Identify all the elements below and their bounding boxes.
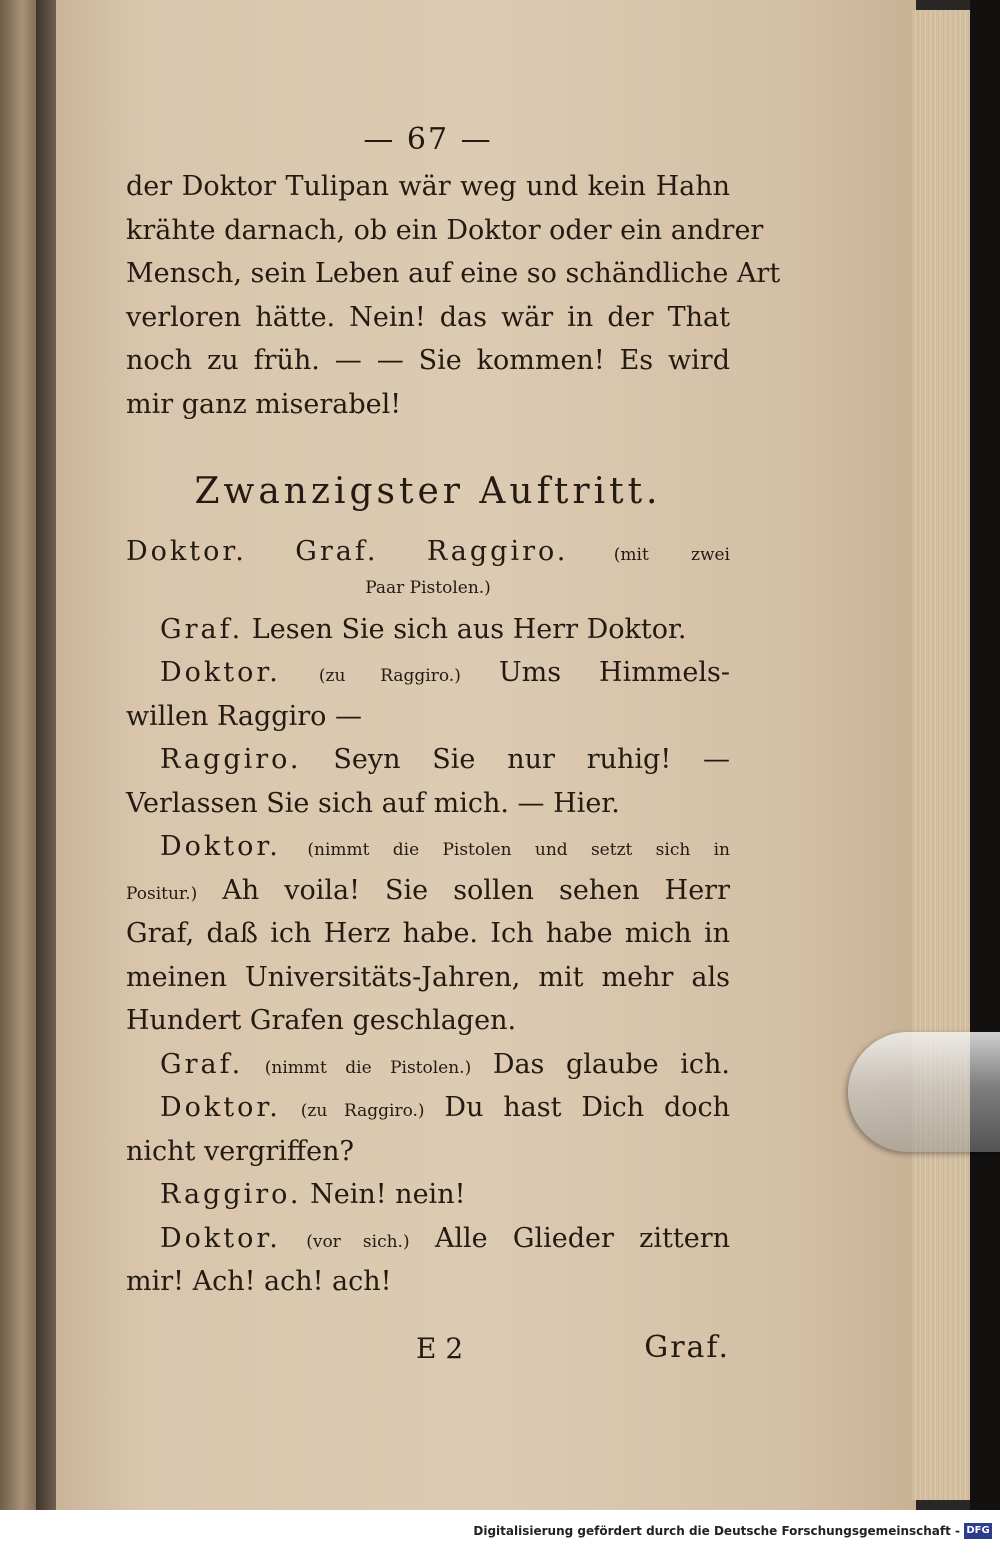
page-clip bbox=[848, 1032, 1000, 1152]
cast-list bbox=[126, 530, 730, 574]
speaker: Raggiro. bbox=[160, 744, 302, 775]
speaker: Doktor. bbox=[160, 657, 281, 688]
page-footer bbox=[126, 1318, 730, 1378]
dialogue-line: Graf, daß ich Herz habe. Ich habe mich in bbox=[126, 918, 730, 949]
dialogue-line bbox=[126, 1217, 730, 1261]
footer-bar bbox=[0, 1510, 1000, 1553]
speaker: Graf. bbox=[160, 1048, 244, 1080]
dialogue-line bbox=[126, 869, 730, 913]
text-line: verloren hätte. Nein! das wär in der That bbox=[126, 301, 730, 333]
stage-direction: (mit zwei bbox=[613, 545, 730, 565]
speaker: Raggiro. bbox=[160, 1179, 302, 1210]
text-line: der Doktor Tulipan wär weg und kein Hahn bbox=[126, 171, 730, 202]
page-edges bbox=[912, 10, 970, 1500]
text-line: krähte darnach, ob ein Doktor oder ein andrer bbox=[126, 214, 764, 246]
dialogue-line: nicht vergriffen? bbox=[126, 1135, 354, 1167]
text-line: mir ganz miserabel! bbox=[126, 388, 402, 420]
speech: Das glaube ich. bbox=[492, 1048, 730, 1080]
scene-heading: Zwanzigster Auftritt. bbox=[194, 471, 662, 512]
dialogue-line bbox=[126, 1173, 730, 1217]
dialogue-line bbox=[126, 651, 730, 695]
catchword: Graf. bbox=[644, 1329, 730, 1365]
dialogue-line: Hundert Grafen geschlagen. bbox=[126, 1005, 517, 1036]
page-text bbox=[126, 122, 781, 1378]
speaker: Doktor. bbox=[160, 1092, 281, 1123]
cast-names: Doktor. Graf. Raggiro. bbox=[126, 536, 569, 567]
dialogue-line: meinen Universitäts-Jahren, mit mehr als bbox=[126, 961, 730, 993]
stage-direction: (nimmt die Pistolen.) bbox=[264, 1057, 472, 1078]
speech: Nein! nein! bbox=[310, 1179, 466, 1210]
signature-mark: E 2 bbox=[416, 1331, 464, 1365]
dialogue-line: willen Raggiro — bbox=[126, 700, 362, 732]
dialogue-line: Verlassen Sie sich auf mich. — Hier. bbox=[126, 787, 620, 819]
stage-direction-cont: Paar Pistolen.) bbox=[365, 577, 491, 598]
speech: Alle Glieder zittern bbox=[434, 1222, 731, 1254]
dialogue-line bbox=[126, 1086, 730, 1130]
stage-direction: Positur.) bbox=[126, 883, 198, 904]
paragraph bbox=[126, 165, 781, 426]
speech: Ah voila! Sie sollen sehen Herr bbox=[222, 874, 730, 906]
funding-credit: Digitalisierung gefördert durch die Deutsche Forschungsgemeinschaft - bbox=[473, 1524, 960, 1538]
speaker: Doktor. bbox=[160, 1222, 281, 1254]
dialogue-line bbox=[126, 1043, 730, 1087]
dfg-logo: DFG bbox=[964, 1523, 992, 1539]
page-number: — 67 — bbox=[363, 122, 493, 157]
speech: Ums Himmels- bbox=[498, 657, 731, 688]
stage-direction: (zu Raggiro.) bbox=[318, 666, 461, 686]
text-line: Mensch, sein Leben auf eine so schändliche Art bbox=[126, 258, 781, 289]
dialogue-line bbox=[126, 738, 730, 782]
left-page-edge bbox=[0, 0, 40, 1510]
stage-direction: (nimmt die Pistolen und setzt sich in bbox=[307, 840, 730, 860]
dialogue-line bbox=[126, 608, 730, 652]
speech: Du hast Dich doch bbox=[444, 1092, 730, 1123]
speaker: Graf. bbox=[160, 613, 244, 645]
text-line: noch zu früh. — — Sie kommen! Es wird bbox=[126, 345, 730, 376]
stage-direction: (vor sich.) bbox=[306, 1231, 410, 1252]
stage-direction: (zu Raggiro.) bbox=[300, 1101, 425, 1121]
book-cover-edge bbox=[970, 0, 1000, 1510]
speaker: Doktor. bbox=[160, 831, 281, 862]
dialogue-line: mir! Ach! ach! ach! bbox=[126, 1266, 392, 1297]
dialogue-line bbox=[126, 825, 730, 869]
speech: Lesen Sie sich aus Herr Doktor. bbox=[251, 613, 687, 645]
speech: Seyn Sie nur ruhig! — bbox=[333, 744, 730, 775]
